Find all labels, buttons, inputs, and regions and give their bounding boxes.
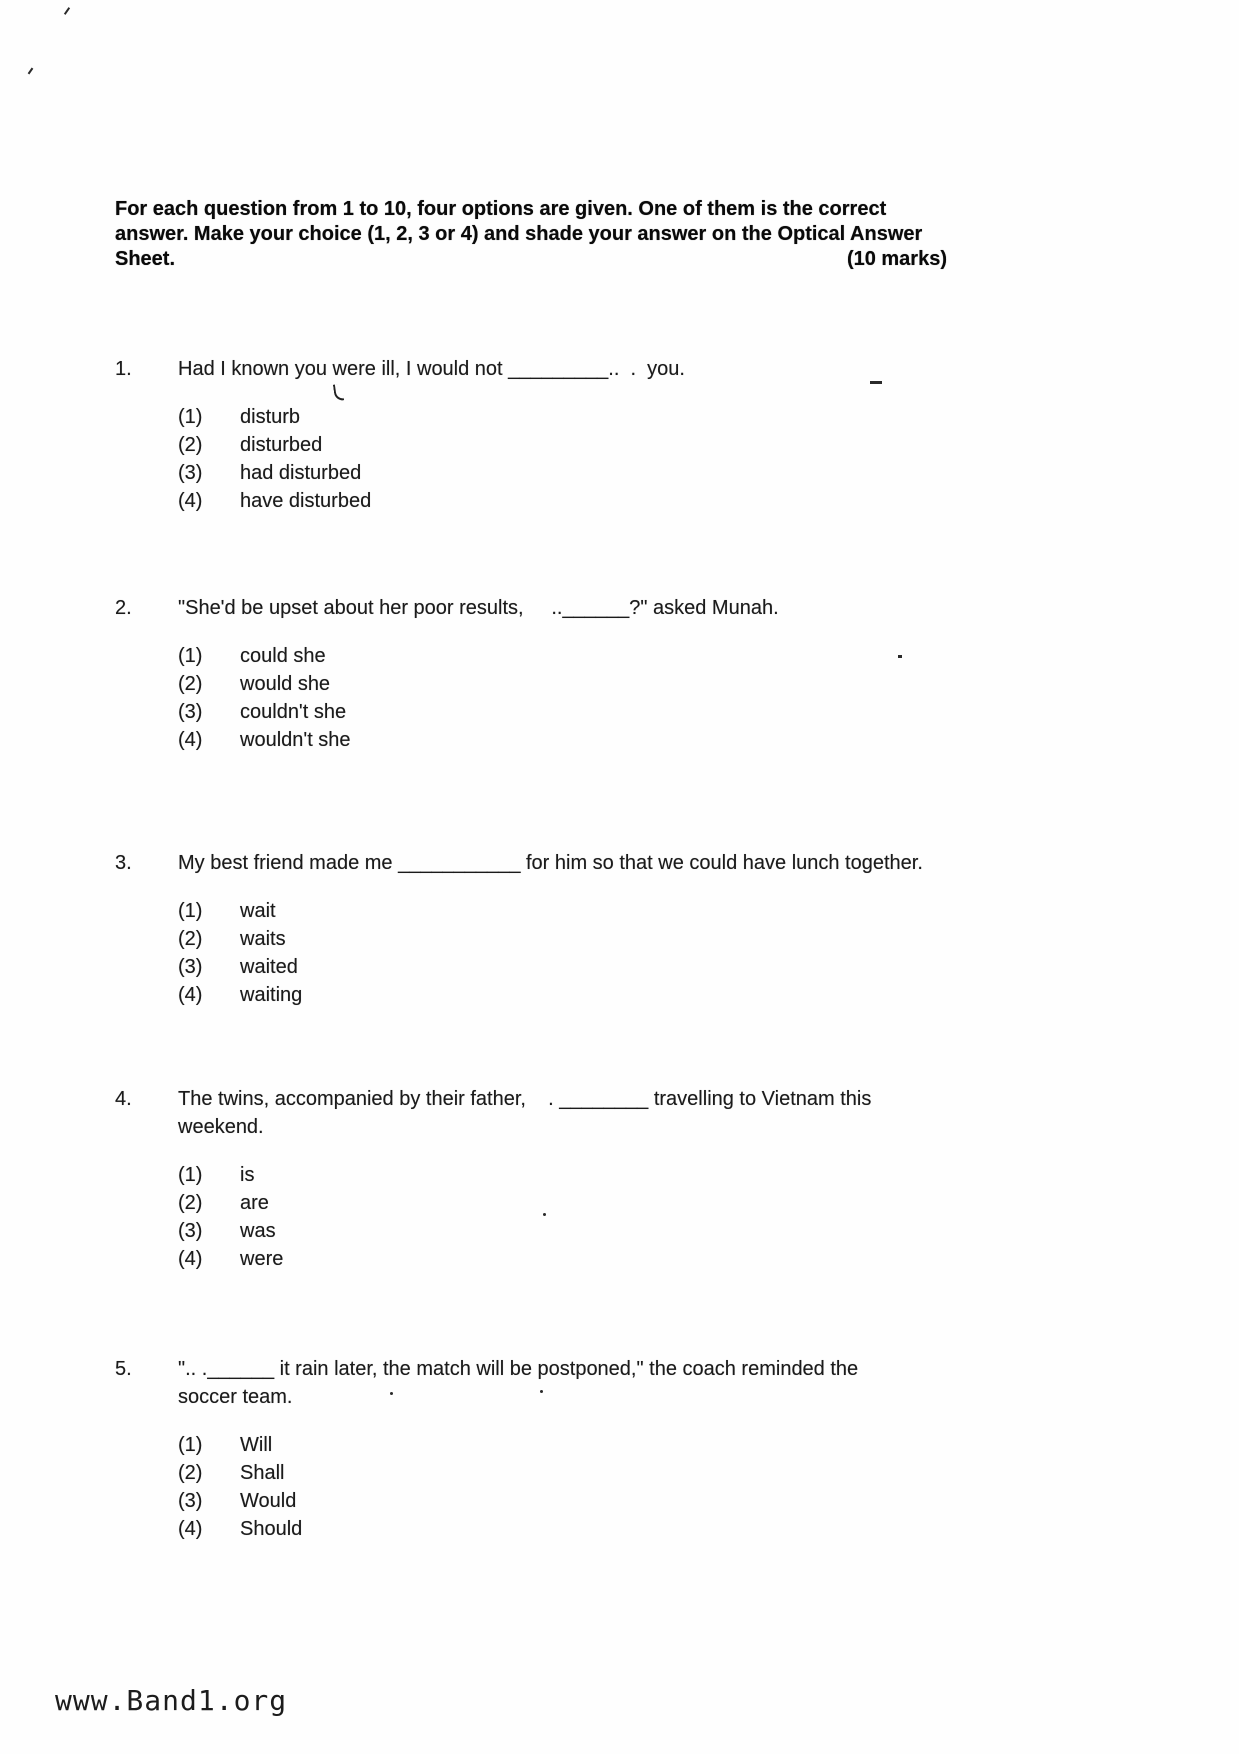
question-text-line2: weekend. bbox=[178, 1116, 264, 1138]
option-row bbox=[178, 670, 947, 698]
option-text: Will bbox=[240, 1434, 273, 1456]
option-text: waited bbox=[240, 956, 298, 978]
scan-artifact bbox=[543, 1213, 546, 1216]
option-label: (2) bbox=[178, 1192, 203, 1214]
option-label: (1) bbox=[178, 645, 203, 667]
option-text: would she bbox=[240, 673, 331, 695]
question-number: 3. bbox=[115, 852, 132, 874]
option-text: couldn't she bbox=[240, 701, 347, 723]
option-row bbox=[178, 698, 947, 726]
options-list bbox=[178, 642, 947, 754]
option-text: waits bbox=[240, 928, 286, 950]
scan-artifact bbox=[540, 1390, 543, 1393]
option-row bbox=[178, 1459, 947, 1487]
option-label: (2) bbox=[178, 673, 203, 695]
options-list bbox=[178, 1431, 947, 1543]
options-list bbox=[178, 403, 947, 515]
options-list bbox=[178, 1161, 947, 1273]
option-label: (4) bbox=[178, 984, 203, 1006]
instruction-line-1: For each question from 1 to 10, four options are given. One of them is the correct bbox=[115, 198, 887, 220]
question-text: "She'd be upset about her poor results, ..______?" asked Munah. bbox=[178, 597, 779, 619]
option-label: (2) bbox=[178, 434, 203, 456]
question-3 bbox=[115, 849, 947, 1009]
option-label: (4) bbox=[178, 490, 203, 512]
option-label: (1) bbox=[178, 900, 203, 922]
option-text: Should bbox=[240, 1518, 303, 1540]
option-row bbox=[178, 1217, 947, 1245]
question-text-line2: soccer team. bbox=[178, 1386, 293, 1408]
options-list bbox=[178, 897, 947, 1009]
question-number: 5. bbox=[115, 1358, 132, 1380]
option-label: (3) bbox=[178, 462, 203, 484]
option-label: (3) bbox=[178, 701, 203, 723]
option-label: (4) bbox=[178, 729, 203, 751]
option-text: disturbed bbox=[240, 434, 323, 456]
option-row bbox=[178, 897, 947, 925]
option-row bbox=[178, 1487, 947, 1515]
page-content bbox=[115, 197, 947, 1543]
option-text: disturb bbox=[240, 406, 301, 428]
question-number: 4. bbox=[115, 1088, 132, 1110]
option-text: are bbox=[240, 1192, 269, 1214]
option-label: (1) bbox=[178, 1434, 203, 1456]
question-text: My best friend made me ___________ for him so that we could have lunch together. bbox=[178, 852, 923, 874]
option-row bbox=[178, 726, 947, 754]
option-text: Would bbox=[240, 1490, 297, 1512]
instructions-block bbox=[115, 197, 947, 272]
option-label: (1) bbox=[178, 1164, 203, 1186]
option-row bbox=[178, 953, 947, 981]
option-row bbox=[178, 925, 947, 953]
option-label: (4) bbox=[178, 1248, 203, 1270]
option-row bbox=[178, 459, 947, 487]
option-row bbox=[178, 1245, 947, 1273]
scan-artifact bbox=[390, 1392, 393, 1395]
option-text: waiting bbox=[240, 984, 303, 1006]
option-row bbox=[178, 1515, 947, 1543]
scan-artifact bbox=[870, 381, 882, 384]
instruction-line-2: answer. Make your choice (1, 2, 3 or 4) and shade your answer on the Optical Answer bbox=[115, 223, 923, 245]
option-row bbox=[178, 487, 947, 515]
option-row bbox=[178, 1161, 947, 1189]
option-label: (2) bbox=[178, 928, 203, 950]
option-label: (2) bbox=[178, 1462, 203, 1484]
question-2 bbox=[115, 594, 947, 754]
option-row bbox=[178, 642, 947, 670]
option-row bbox=[178, 403, 947, 431]
question-text: The twins, accompanied by their father, . ________ travelling to Vietnam this bbox=[178, 1088, 872, 1110]
instruction-line-3: Sheet. bbox=[115, 248, 176, 270]
option-row bbox=[178, 1431, 947, 1459]
watermark: www.Band1.org bbox=[55, 1684, 288, 1717]
option-text: wait bbox=[240, 900, 276, 922]
option-text: were bbox=[240, 1248, 284, 1270]
scan-artifact bbox=[64, 7, 70, 15]
option-label: (3) bbox=[178, 1490, 203, 1512]
option-row bbox=[178, 981, 947, 1009]
option-label: (1) bbox=[178, 406, 203, 428]
option-text: Shall bbox=[240, 1462, 285, 1484]
question-text: ".. .______ it rain later, the match will be postponed," the coach reminded the bbox=[178, 1358, 859, 1380]
question-text: Had I known you were ill, I would not _________.. . you. bbox=[178, 358, 685, 380]
question-number: 2. bbox=[115, 597, 132, 619]
option-row bbox=[178, 431, 947, 459]
question-1 bbox=[115, 355, 947, 515]
scan-artifact bbox=[898, 655, 902, 658]
marks-label: (10 marks) bbox=[846, 248, 947, 270]
option-label: (3) bbox=[178, 1220, 203, 1242]
option-text: wouldn't she bbox=[240, 729, 351, 751]
option-text: was bbox=[240, 1220, 276, 1242]
option-label: (3) bbox=[178, 956, 203, 978]
question-5 bbox=[115, 1355, 947, 1543]
scan-artifact bbox=[28, 68, 34, 75]
option-text: had disturbed bbox=[240, 462, 362, 484]
question-number: 1. bbox=[115, 358, 132, 380]
option-text: is bbox=[240, 1164, 255, 1186]
option-row bbox=[178, 1189, 947, 1217]
option-text: could she bbox=[240, 645, 326, 667]
option-label: (4) bbox=[178, 1518, 203, 1540]
option-text: have disturbed bbox=[240, 490, 372, 512]
question-4 bbox=[115, 1085, 947, 1273]
